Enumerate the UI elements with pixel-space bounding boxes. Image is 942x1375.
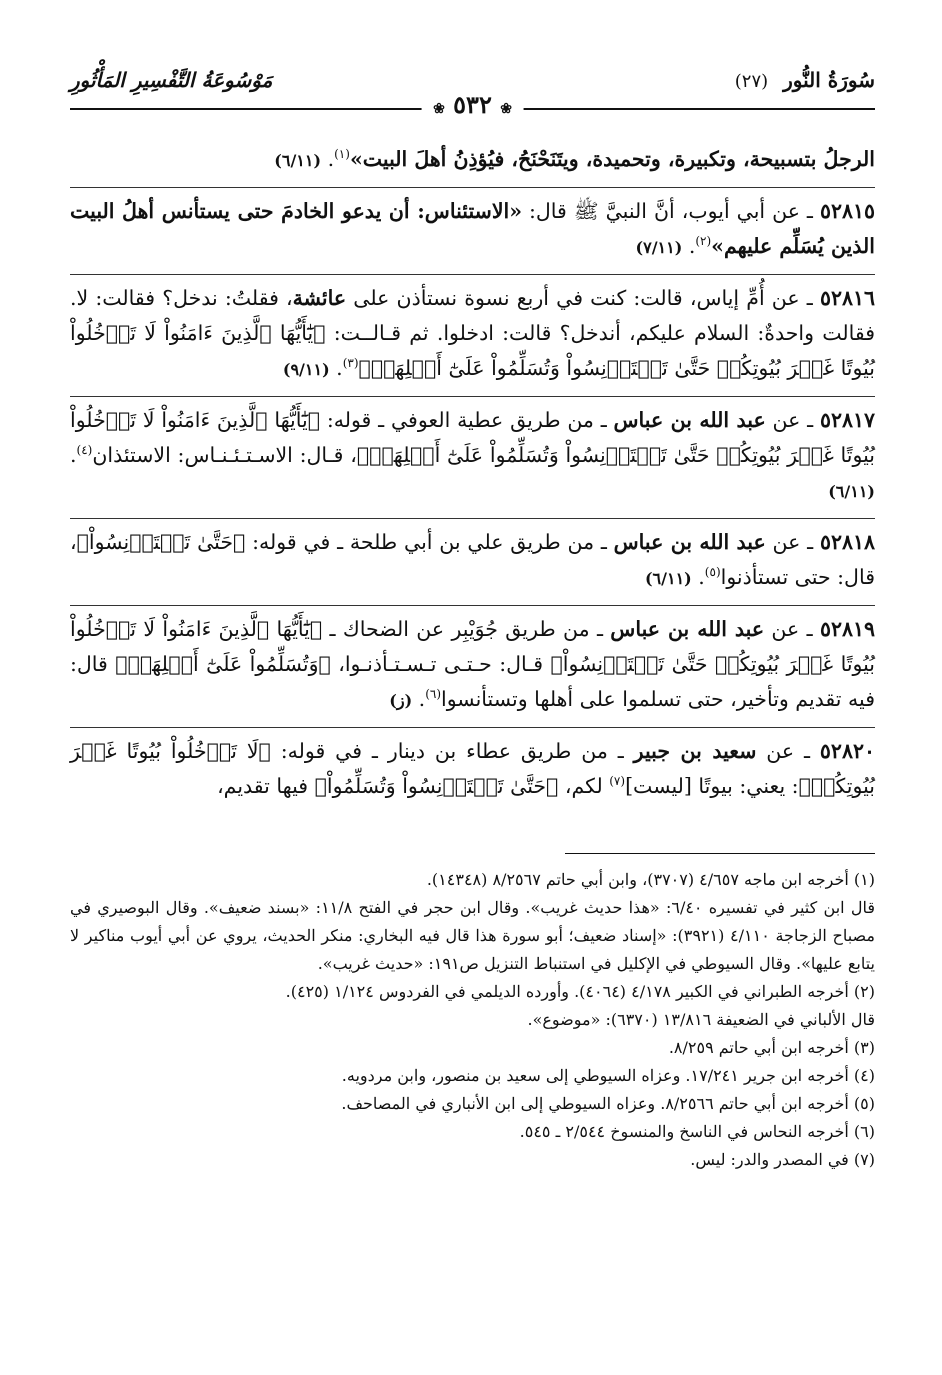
source-ref: (٦/١١) [644,569,692,588]
ornament-icon: ❀ [433,101,445,117]
paragraph [70,519,875,606]
surah-name: سُورَةُ النُّور [783,68,875,92]
para-text: قـال: حـتـى تـسـتـأذنـوا، [330,652,551,676]
para-tail: . [691,565,705,589]
para-bold: عائشة [292,286,347,310]
footnote: قال الألباني في الضعيفة ١٣/٨١٦ (٦٣٧٠): «موضوع». [527,1010,875,1029]
para-text: الرجلُ بتسبيحة، وتكبيرة، وتحميدة، ويتَنَحْنَحُ، فيُؤذِنُ أهلَ البيت» [349,147,875,171]
para-text: لكم، [558,774,610,798]
footnote: (٣) أخرجه ابن أبي حاتم ٨/٢٥٩. [668,1038,875,1057]
hadith-number: ٥٢٨١٨ [819,530,875,554]
para-bold: عبد الله بن عباس [613,408,766,432]
footnote-marker: (٧) [609,774,626,789]
para-text: : يعني: بيوتًا [ليست] [625,774,799,798]
page-header [70,60,875,119]
para-text: ، قـال: الاسـتـئـنـاس: الاستئذان [92,443,357,467]
source-ref: (ز) [389,691,413,710]
hadith-number: ٥٢٨١٩ [819,617,875,641]
para-text: ـ من طريق عطاء بن دينار ـ في قوله: [270,739,634,763]
para-tail: . [329,356,343,380]
quran-verse: ﴿وَتُسَلِّمُواْ عَلَىٰٓ أَهۡلِهَاۚ﴾ [115,652,331,676]
para-text: ـ من طريق عطية العوفي ـ قوله: [320,408,614,432]
quran-verse: ﴿يَٰٓأَيُّهَا ٱلَّذِينَ ءَامَنُواْ لَا تَدۡخُلُواْ بُيُوتًا غَيۡرَ بُيُوتِكُمۡ حَتَّىٰ تَسۡتَأۡنِسُواْ وَتُسَلِّمُواْ عَلَىٰٓ أَهۡلِهَاۚ﴾ [70,321,875,380]
paragraph [70,606,875,728]
footnote-marker: (٢) [695,234,712,249]
surah-title [735,68,875,92]
paragraph [70,397,875,519]
paragraph [70,188,875,275]
surah-number: (٢٧) [734,71,769,92]
para-bold: «الاستئناس: أن يدعو الخادمَ حتى يستأنس أهلُ البيت الذين يُسَلِّم عليهم» [70,199,875,258]
ornament-icon: ❀ [500,101,512,117]
source-ref: (٦/١١) [828,482,875,501]
para-text: فيها تقديم، [217,774,315,798]
footnote-marker: (١) [334,147,350,162]
para-tail: . [682,234,696,258]
para-text: ـ من طريق علي بن أبي طلحة ـ في قوله: [245,530,614,554]
para-text: ، فقلتُ: ندخل؟ فقالت: لا. فقالت واحدةٌ: السلام عليكم، أندخل؟ قالت: ادخلوا. ثم قـالــت: [70,286,875,345]
para-text: ، قال: حتى تستأذنوا [70,530,875,589]
source-ref: (٦/١١) [274,151,322,170]
hadith-number: ٥٢٨١٧ [819,408,875,432]
para-text: قال: فيه تقديم وتأخير، حتى تسلموا على أهلها وتستأنسوا [70,652,875,711]
paragraph [70,728,875,813]
footnote-marker: (٥) [704,565,721,580]
quran-verse: ﴿يَٰٓأَيُّهَا ٱلَّذِينَ ءَامَنُواْ لَا تَدۡخُلُواْ بُيُوتًا غَيۡرَ بُيُوتِكُمۡ حَتَّىٰ تَسۡتَأۡنِسُواْ وَتُسَلِّمُواْ عَلَىٰٓ أَهۡلِهَاۚ﴾ [70,408,875,467]
footnote-marker: (٤) [76,443,93,458]
footnote: (٤) أخرجه ابن جرير ١٧/٢٤١. وعزاه السيوطي إلى سعيد بن منصور، وابن مردويه. [341,1066,875,1085]
document-page [70,60,875,1320]
footnote-marker: (٦) [425,687,442,702]
footnote: (٧) في المصدر والدر: ليس. [690,1150,875,1169]
para-tail: . [321,147,335,171]
footnote: (١) أخرجه ابن ماجه ٤/٦٥٧ (٣٧٠٧)، وابن أبي حاتم ٨/٢٥٦٧ (١٤٣٤٨). [426,870,875,889]
para-text: ـ من طريق جُوَيْبِر عن الضحاك ـ [322,617,611,641]
footnote: قال ابن كثير في تفسيره ٦/٤٠: «هذا حديث غريب». وقال ابن حجر في الفتح ١١/٨: «بسند ضعيف». وقال البوصيري في مصباح الزجاجة ٤/١١٠ (٣٩٢١): «إسناد ضعيف؛ أبو سورة هذا قال فيه البخاري: منكر الحديث، يروي عن أبي أيوب مناكير لا يتابع عليها». وقال السيوطي في الإكليل في استنباط التنزيل ص١٩١: «حديث غريب». [70,898,876,973]
footnote: (٢) أخرجه الطبراني في الكبير ٤/١٧٨ (٤٠٦٤). وأورده الديلمي في الفردوس ١/١٢٤ (٤٢٥). [285,982,875,1001]
para-text: ـ عن [756,739,820,763]
para-bold: عبد الله بن عباس [613,530,766,554]
hadith-number: ٥٢٨٢٠ [819,739,875,763]
page-number-text: ٥٣٢ [453,90,492,119]
para-text: ـ عن [765,408,820,432]
quran-verse: ﴿حَتَّىٰ تَسۡتَأۡنِسُواْ﴾ [76,530,246,554]
main-text [70,136,875,813]
paragraph [70,275,875,397]
footnotes [70,866,875,1174]
footnote: (٥) أخرجه ابن أبي حاتم ٨/٢٥٦٦. وعزاه السيوطي إلى ابن الأنباري في المصاحف. [341,1094,875,1113]
para-tail: . [70,443,77,467]
para-bold: عبد الله بن عباس [610,617,765,641]
book-title: مَوْسُوعَةُ التَّفْسِيرِ المَأْثُورِ [70,68,273,92]
footnote-divider [565,853,875,854]
para-text: ـ عن أُمِّ إياس، قالت: كنت في أربع نسوة نستأذن على [346,286,820,310]
hadith-number: ٥٢٨١٥ [819,199,875,223]
para-text: ـ عن [764,617,820,641]
quran-verse: ﴿يَٰٓأَيُّهَا ٱلَّذِينَ ءَامَنُواْ لَا تَدۡخُلُواْ بُيُوتًا غَيۡرَ بُيُوتِكُمۡ حَتَّىٰ تَسۡتَأۡنِسُواْ﴾ [70,617,876,676]
footnote-marker: (٣) [342,356,359,371]
para-text: ـ عن أبي أيوب، أنَّ النبيَّ ﷺ قال: [522,199,820,223]
page-number [421,90,524,119]
para-tail: . [412,687,426,711]
quran-verse: ﴿حَتَّىٰ تَسۡتَأۡنِسُواْ وَتُسَلِّمُواْ﴾ [314,774,559,798]
paragraph [70,136,875,188]
para-bold: سعيد بن جبير [633,739,757,763]
footnote: (٦) أخرجه النحاس في الناسخ والمنسوخ ٢/٥٤٤ ـ ٥٤٥. [519,1122,875,1141]
hadith-number: ٥٢٨١٦ [819,286,876,310]
para-text: ـ عن [765,530,820,554]
quran-verse: ﴿لَا تَدۡخُلُواْ بُيُوتًا غَيۡرَ بُيُوتِكُمۡ﴾ [70,739,875,798]
source-ref: (٩/١١) [282,360,330,379]
source-ref: (٧/١١) [635,238,683,257]
